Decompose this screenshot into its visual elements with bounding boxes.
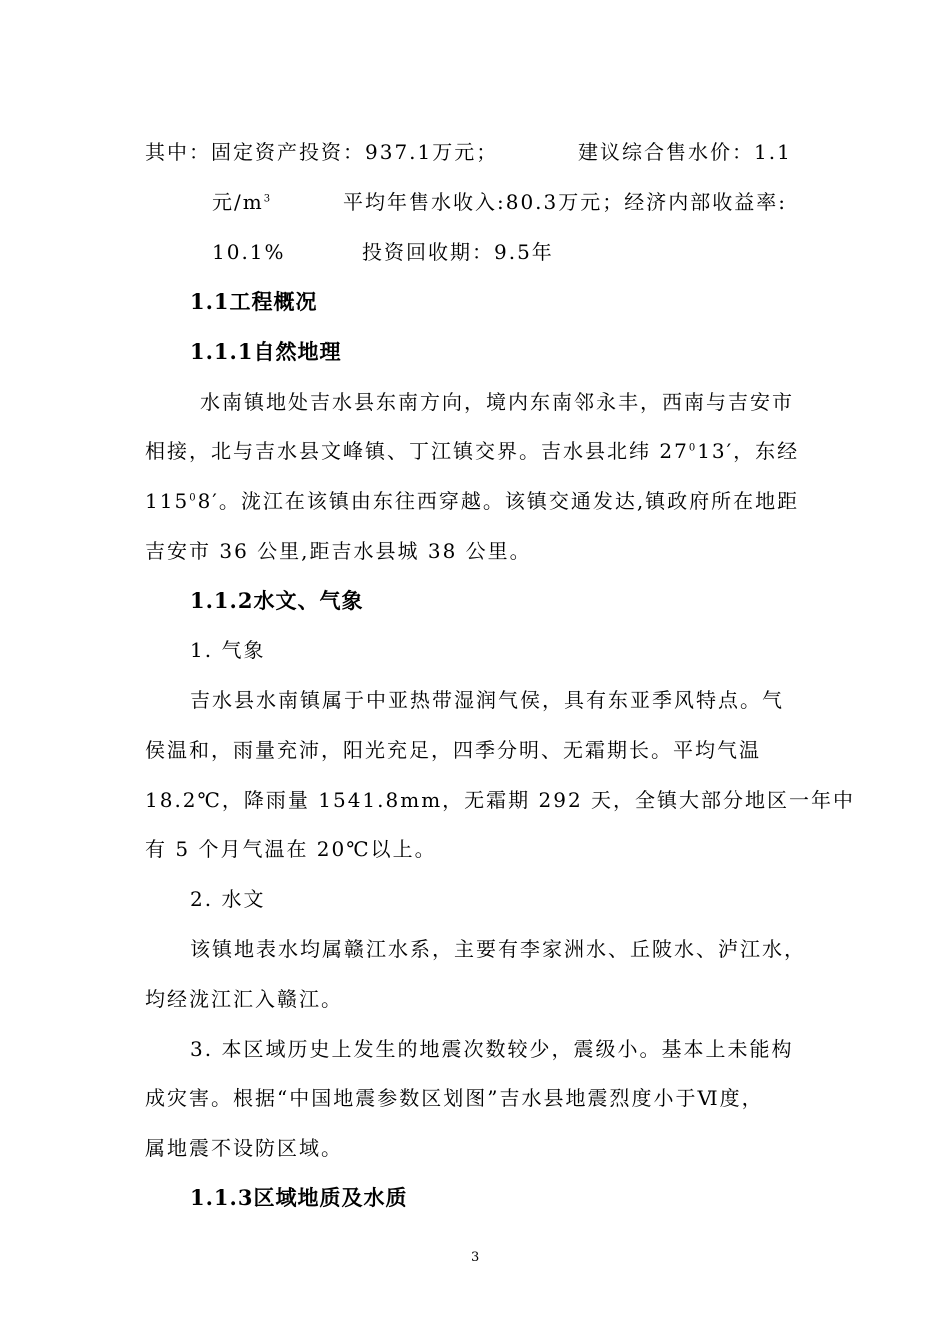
geography-paragraph-line-3 (145, 487, 799, 515)
unit-line (212, 188, 272, 216)
seismic-paragraph-line-2: 成灾害。根据“中国地震参数区划图”吉水县地震烈度小于Ⅵ度， (145, 1086, 764, 1110)
unit-superscript: 3 (263, 193, 273, 205)
degree-superscript: 0 (189, 492, 198, 504)
revenue-text: 平均年售水收入:80.3万元；经济内部收益率: (343, 190, 788, 214)
seismic-paragraph-line-3: 属地震不设防区域。 (145, 1136, 343, 1160)
fixed-investment-text: 其中：固定资产投资：937.1万元； (145, 140, 499, 164)
geography-paragraph-line-1: 水南镇地处吉水县东南方向，境内东南邻永丰，西南与吉安市 (200, 390, 794, 414)
longitude-label: 13′，东经 (697, 439, 800, 463)
hydrology-label: 2. 水文 (190, 887, 266, 911)
revenue-line (343, 188, 787, 216)
geography-text: 8′。泷江在该镇由东往西穿越。该镇交通发达,镇政府所在地距 (197, 489, 800, 513)
water-price-text: 建议综合售水价：1.1 (578, 140, 792, 164)
section-heading-1-1: 1.1工程概况 (190, 289, 318, 314)
climate-paragraph-line-2: 侯温和，雨量充沛，阳光充足，四季分明、无霜期长。平均气温 (145, 738, 761, 762)
irr-value-text: 10.1% (212, 240, 286, 264)
climate-label: 1. 气象 (190, 638, 266, 662)
hydrology-paragraph-line-1: 该镇地表水均属赣江水系，主要有李家洲水、丘陂水、泸江水， (190, 937, 806, 961)
longitude-value: 115 (145, 489, 190, 513)
investment-line (145, 138, 498, 166)
latitude-text: 相接，北与吉水县文峰镇、丁江镇交界。吉水县北纬 27 (145, 439, 689, 463)
unit-text: 元/m (212, 190, 264, 214)
section-heading-1-1-1: 1.1.1自然地理 (190, 339, 342, 364)
water-price-line (578, 138, 792, 166)
irr-value-line (212, 238, 286, 266)
geography-paragraph-line-4: 吉安市 36 公里,距吉水县城 38 公里。 (145, 539, 532, 563)
geography-paragraph-line-2 (145, 437, 799, 465)
payback-line (362, 238, 554, 266)
climate-paragraph-line-1: 吉水县水南镇属于中亚热带湿润气侯，具有东亚季风特点。气 (190, 688, 784, 712)
section-heading-1-1-3: 1.1.3区域地质及水质 (190, 1185, 408, 1210)
page-number: 3 (471, 1250, 480, 1265)
degree-superscript: 0 (688, 442, 698, 454)
payback-text: 投资回收期：9.5年 (362, 240, 554, 264)
seismic-paragraph-line-1: 3. 本区域历史上发生的地震次数较少，震级小。基本上未能构 (190, 1037, 794, 1061)
hydrology-paragraph-line-2: 均经泷江汇入赣江。 (145, 987, 343, 1011)
climate-paragraph-line-3: 18.2℃，降雨量 1541.8mm，无霜期 292 天，全镇大部分地区一年中 (145, 788, 856, 812)
climate-paragraph-line-4: 有 5 个月气温在 20℃以上。 (145, 837, 437, 861)
section-heading-1-1-2: 1.1.2水文、气象 (190, 588, 364, 613)
